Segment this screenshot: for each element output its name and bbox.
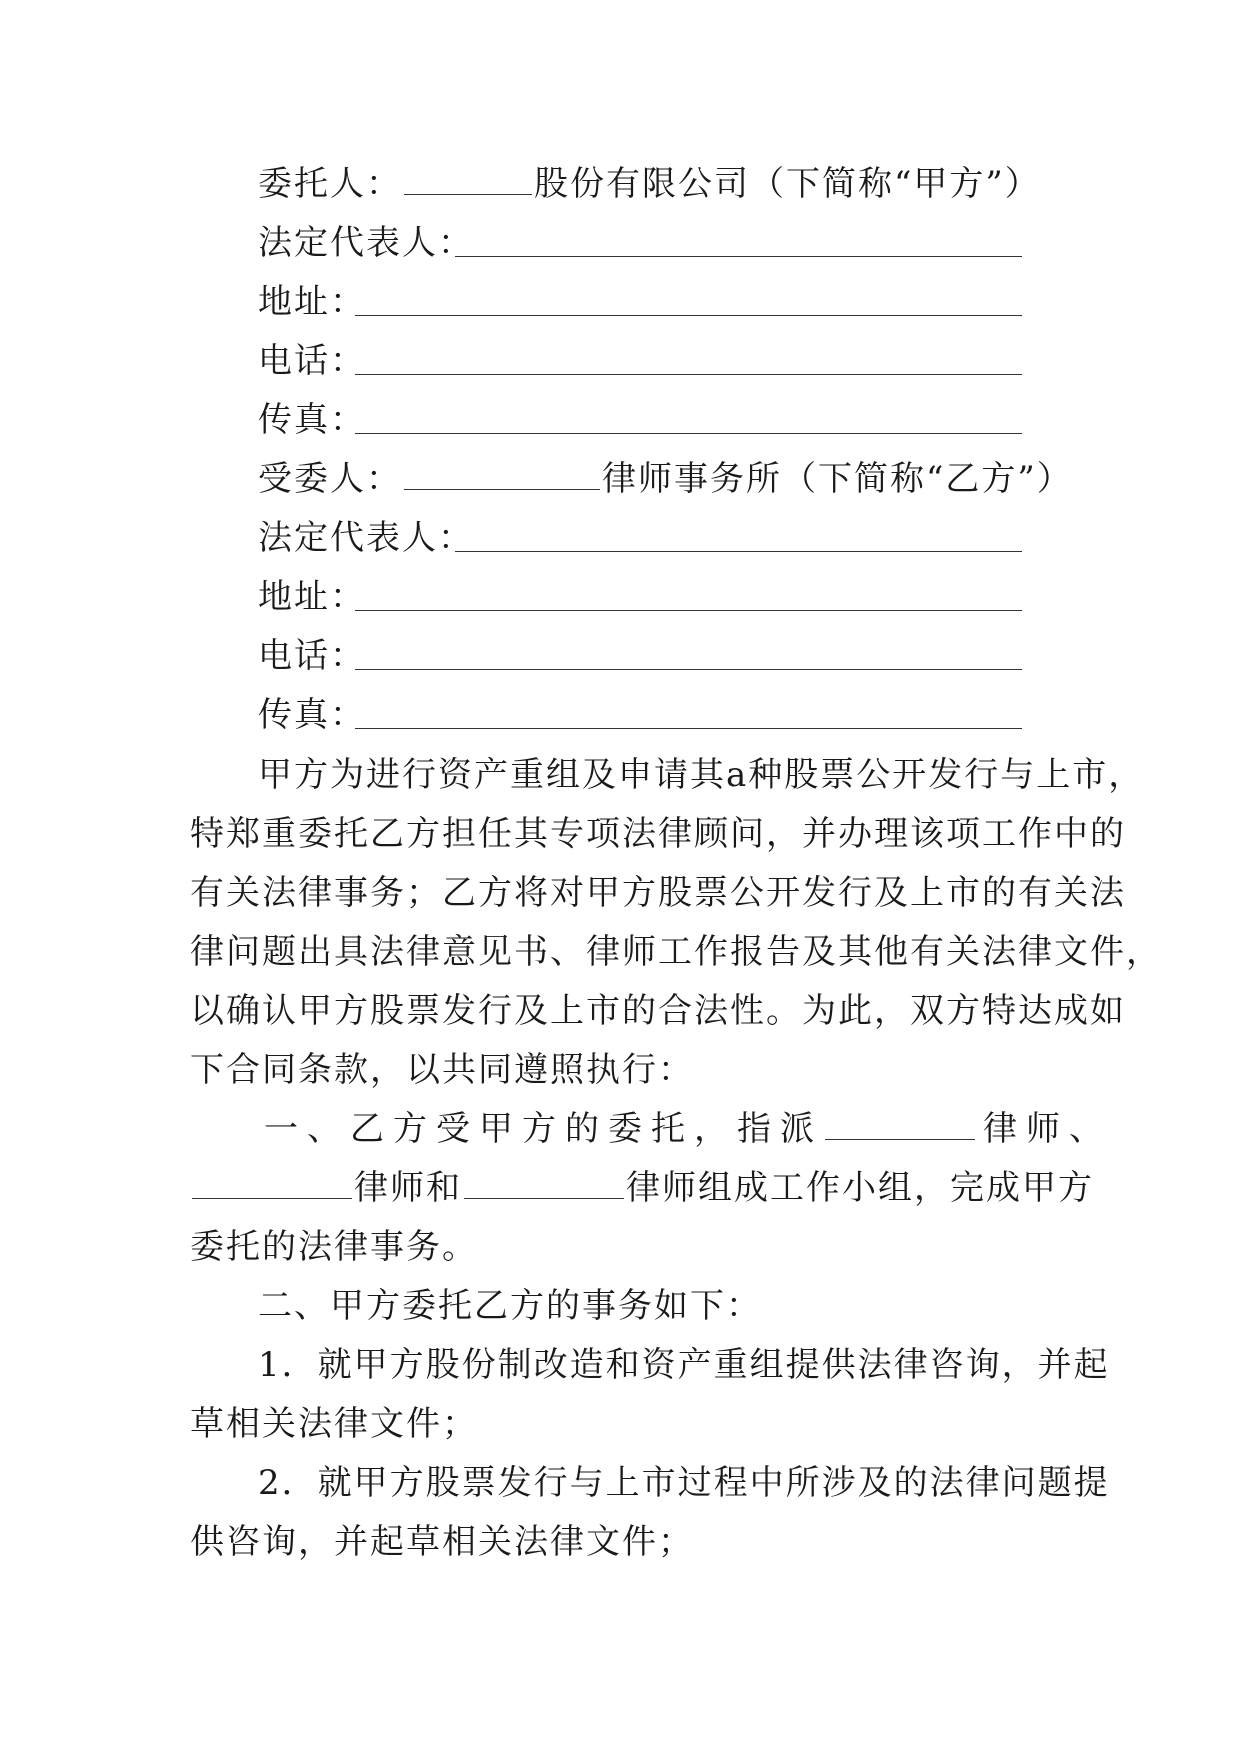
- agent-label: 受委人：: [258, 459, 402, 499]
- agent-line: [258, 459, 1073, 499]
- principal-fax-line: [258, 400, 366, 440]
- clause2-item1-line-2: 草相关法律文件；: [190, 1404, 478, 1444]
- clause1-line-3: 委托的法律事务。: [190, 1227, 478, 1267]
- agent-phone-line: [258, 636, 366, 676]
- clause1-lawyer-blank-1[interactable]: [825, 1111, 975, 1140]
- agent-address-blank[interactable]: [355, 610, 1022, 611]
- principal-name-blank[interactable]: [404, 166, 532, 195]
- clause2-item2-line-1: 2．就甲方股票发行与上市过程中所涉及的法律问题提: [258, 1463, 1110, 1503]
- principal-fax-blank[interactable]: [355, 433, 1022, 434]
- preamble-line-4: 律问题出具法律意见书、律师工作报告及其他有关法律文件，: [190, 932, 1162, 972]
- principal-address-blank[interactable]: [355, 315, 1022, 316]
- principal-phone-label: 电话：: [258, 341, 366, 381]
- principal-label: 委托人：: [258, 164, 402, 204]
- principal-address-label: 地址：: [258, 282, 366, 322]
- principal-suffix: 股份有限公司（下简称“甲方”）: [534, 164, 1041, 204]
- agent-address-line: [258, 577, 366, 617]
- clause1-suffix: 律师、: [983, 1109, 1112, 1149]
- principal-legal-rep-blank[interactable]: [455, 256, 1022, 257]
- principal-address-line: [258, 282, 366, 322]
- preamble-line-5: 以确认甲方股票发行及上市的合法性。为此，双方特达成如: [190, 991, 1126, 1031]
- principal-phone-line: [258, 341, 366, 381]
- clause2-item1-line-1: 1．就甲方股份制改造和资产重组提供法律咨询，并起: [258, 1345, 1110, 1385]
- principal-line: [258, 164, 1041, 204]
- clause1-line-2: [190, 1168, 1094, 1208]
- clause1-lawyer-blank-2[interactable]: [192, 1170, 352, 1199]
- agent-legal-rep-blank[interactable]: [455, 551, 1022, 552]
- clause1-lawyer-blank-3[interactable]: [464, 1170, 624, 1199]
- preamble-line-1: 甲方为进行资产重组及申请其a种股票公开发行与上市，: [258, 755, 1145, 795]
- principal-fax-label: 传真：: [258, 400, 366, 440]
- agent-legal-rep-line: [258, 518, 474, 558]
- agent-legal-rep-label: 法定代表人：: [258, 518, 474, 558]
- agent-fax-blank[interactable]: [355, 728, 1022, 729]
- principal-legal-rep-line: [258, 223, 474, 263]
- agent-name-blank[interactable]: [404, 461, 600, 490]
- principal-legal-rep-label: 法定代表人：: [258, 223, 474, 263]
- preamble-line-3: 有关法律事务；乙方将对甲方股票公开发行及上市的有关法: [190, 873, 1126, 913]
- agent-suffix: 律师事务所（下简称“乙方”）: [602, 459, 1073, 499]
- agent-phone-blank[interactable]: [355, 669, 1022, 670]
- clause1-line-1: [264, 1109, 1112, 1149]
- agent-fax-line: [258, 695, 366, 735]
- agent-address-label: 地址：: [258, 577, 366, 617]
- principal-phone-blank[interactable]: [355, 374, 1022, 375]
- agent-phone-label: 电话：: [258, 636, 366, 676]
- clause1-l2-suffix: 律师组成工作小组，完成甲方: [626, 1168, 1094, 1208]
- agent-fax-label: 传真：: [258, 695, 366, 735]
- clause1-prefix: 一、乙方受甲方的委托，指派: [264, 1109, 823, 1149]
- preamble-line-6: 下合同条款，以共同遵照执行：: [190, 1050, 694, 1090]
- clause1-mid: 律师和: [354, 1168, 462, 1208]
- clause2-item2-line-2: 供咨询，并起草相关法律文件；: [190, 1522, 694, 1562]
- preamble-line-2: 特郑重委托乙方担任其专项法律顾问，并办理该项工作中的: [190, 814, 1126, 854]
- clause2-heading: 二、甲方委托乙方的事务如下：: [258, 1286, 762, 1326]
